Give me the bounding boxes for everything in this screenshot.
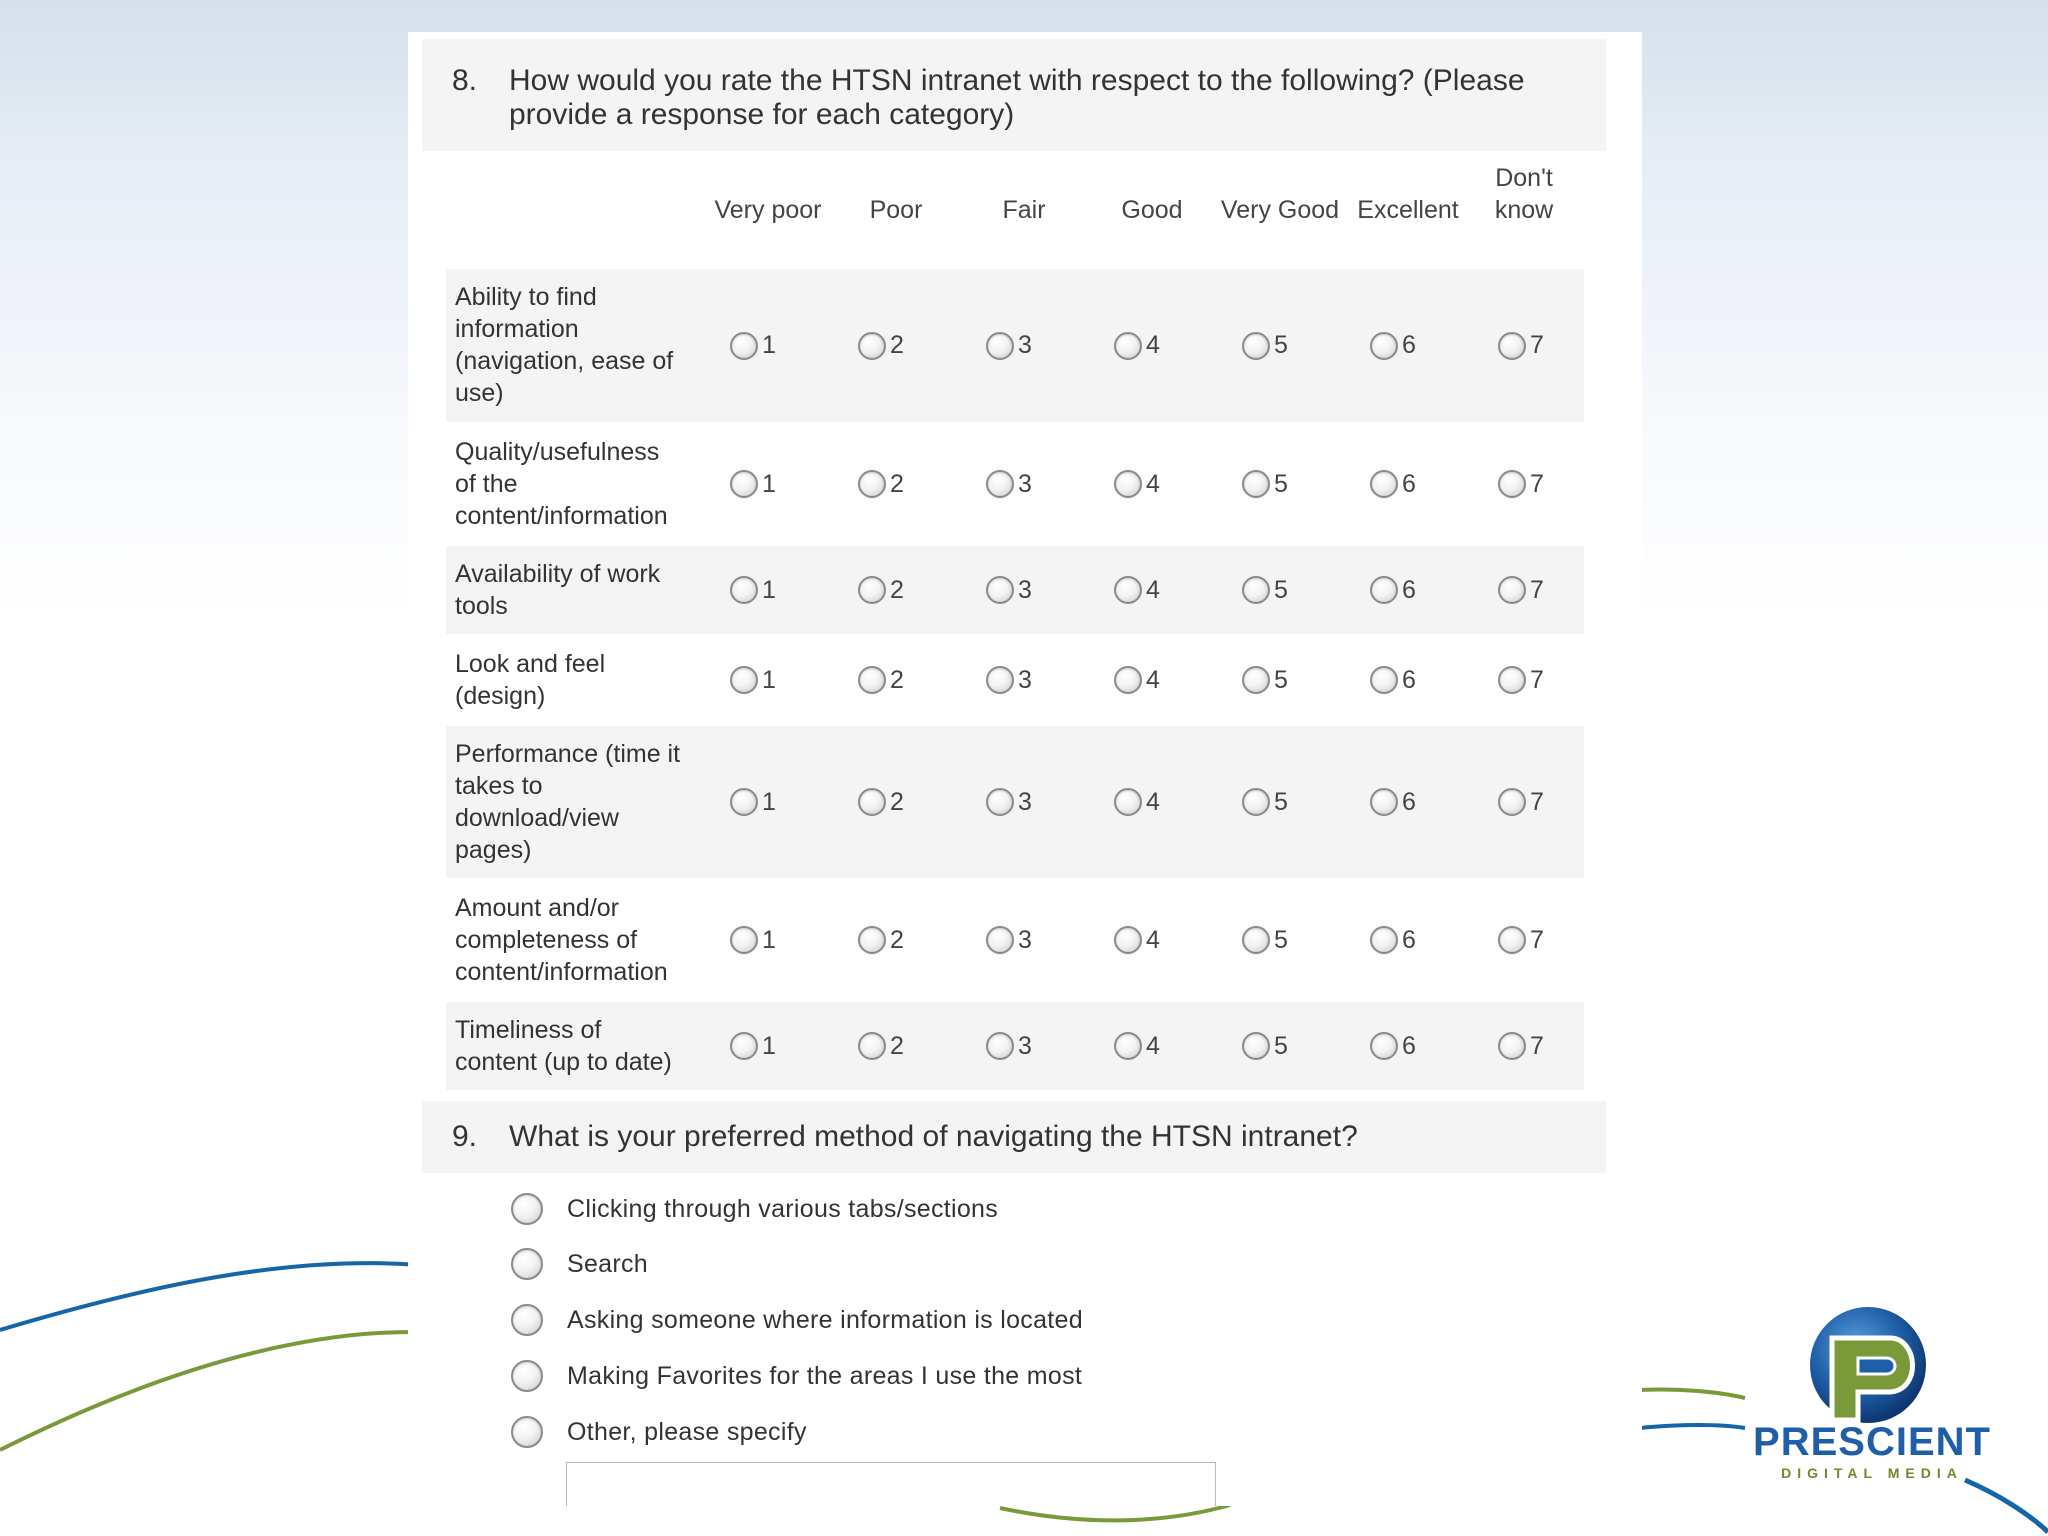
rating-option-number: 7	[1530, 1031, 1544, 1060]
q9-option-label: Clicking through various tabs/sections	[567, 1194, 999, 1223]
rating-option[interactable]	[730, 785, 790, 819]
rating-option-number: 3	[1018, 787, 1032, 816]
rating-option-number: 1	[762, 469, 776, 498]
column-header: Poor	[869, 196, 923, 224]
rating-option[interactable]	[1242, 329, 1302, 363]
rating-option[interactable]	[1114, 573, 1174, 607]
rating-row	[446, 880, 1584, 1000]
rating-option-number: 5	[1274, 575, 1288, 604]
rating-option[interactable]	[986, 785, 1046, 819]
rating-option[interactable]	[986, 573, 1046, 607]
radio-button[interactable]	[1370, 576, 1398, 604]
rating-option-number: 2	[890, 1031, 904, 1060]
rating-row	[446, 546, 1584, 634]
rating-row-label: Quality/usefulness of the content/information	[455, 438, 668, 530]
rating-option-number: 1	[762, 787, 776, 816]
rating-option[interactable]	[1114, 923, 1174, 957]
radio-button[interactable]	[511, 1304, 543, 1336]
rating-option-number: 6	[1402, 925, 1416, 954]
radio-button[interactable]	[511, 1193, 543, 1225]
rating-option[interactable]	[986, 663, 1046, 697]
radio-button[interactable]	[511, 1248, 543, 1280]
radio-button[interactable]	[1370, 332, 1398, 360]
radio-button[interactable]	[858, 576, 886, 604]
radio-button[interactable]	[730, 470, 758, 498]
radio-button[interactable]	[1498, 926, 1526, 954]
radio-button[interactable]	[858, 470, 886, 498]
rating-option-number: 5	[1274, 925, 1288, 954]
rating-option-number: 6	[1402, 575, 1416, 604]
radio-button[interactable]	[1370, 788, 1398, 816]
column-header: Very Good	[1220, 196, 1340, 224]
rating-option[interactable]	[1114, 785, 1174, 819]
rating-option[interactable]	[1114, 467, 1174, 501]
radio-button[interactable]	[511, 1360, 543, 1392]
rating-row-label: Ability to find information (navigation, ease of use)	[455, 283, 674, 407]
rating-option[interactable]	[1370, 785, 1430, 819]
column-header: Very poor	[714, 196, 822, 224]
rating-option-number: 3	[1018, 469, 1032, 498]
rating-option-number: 7	[1530, 469, 1544, 498]
rating-option[interactable]	[1242, 1029, 1302, 1063]
rating-option[interactable]	[858, 785, 918, 819]
rating-option-number: 4	[1146, 331, 1160, 359]
radio-button[interactable]	[1498, 332, 1526, 360]
rating-row-label: Performance (time it takes to download/view pages)	[455, 740, 681, 864]
rating-option-number: 3	[1018, 665, 1032, 694]
rating-option[interactable]	[1498, 663, 1558, 697]
rating-option-number: 1	[762, 925, 776, 954]
rating-option[interactable]	[730, 1029, 790, 1063]
column-header: Fair	[1002, 196, 1046, 224]
radio-button[interactable]	[1498, 666, 1526, 694]
rating-option-number: 5	[1274, 331, 1288, 359]
rating-option[interactable]	[1498, 1029, 1558, 1063]
column-header: Don't know	[1494, 164, 1554, 224]
radio-button[interactable]	[986, 332, 1014, 360]
rating-row	[446, 269, 1584, 422]
rating-option[interactable]	[1242, 573, 1302, 607]
radio-button[interactable]	[1114, 926, 1142, 954]
rating-option-number: 7	[1530, 665, 1544, 694]
radio-button[interactable]	[858, 926, 886, 954]
q9-option[interactable]	[511, 1302, 1083, 1338]
rating-row	[446, 726, 1584, 878]
radio-button[interactable]	[1498, 470, 1526, 498]
q9-option-label: Asking someone where information is located	[567, 1305, 1083, 1334]
rating-option[interactable]	[1370, 329, 1430, 363]
rating-row-label: Look and feel (design)	[455, 650, 606, 710]
question-9-text: What is your preferred method of navigating the HTSN intranet?	[509, 1120, 1358, 1153]
rating-option[interactable]	[1498, 329, 1558, 363]
rating-matrix	[446, 154, 1586, 1076]
radio-button[interactable]	[730, 332, 758, 360]
rating-row	[446, 424, 1584, 544]
radio-button[interactable]	[1498, 1032, 1526, 1060]
rating-option-number: 7	[1530, 925, 1544, 954]
q9-option[interactable]	[511, 1414, 807, 1450]
rating-option[interactable]	[858, 923, 918, 957]
radio-button[interactable]	[1114, 788, 1142, 816]
rating-row-label: Availability of work tools	[455, 560, 661, 620]
rating-option-number: 3	[1018, 1031, 1032, 1060]
rating-option-number: 4	[1146, 1031, 1160, 1060]
rating-option-number: 2	[890, 665, 904, 694]
radio-button[interactable]	[1114, 470, 1142, 498]
rating-option[interactable]	[730, 329, 790, 363]
radio-button[interactable]	[1370, 1032, 1398, 1060]
rating-option[interactable]	[986, 467, 1046, 501]
radio-button[interactable]	[1242, 666, 1270, 694]
rating-option-number: 2	[890, 331, 904, 359]
rating-option[interactable]	[1498, 573, 1558, 607]
rating-option[interactable]	[1498, 467, 1558, 501]
rating-option[interactable]	[986, 329, 1046, 363]
logo-wordmark: PRESCIENT	[1753, 1420, 1991, 1464]
q9-option[interactable]	[511, 1358, 1082, 1394]
rating-option[interactable]	[858, 329, 918, 363]
rating-option-number: 4	[1146, 665, 1160, 694]
radio-button[interactable]	[1370, 926, 1398, 954]
rating-option-number: 1	[762, 575, 776, 604]
rating-option-number: 7	[1530, 575, 1544, 604]
radio-button[interactable]	[1242, 470, 1270, 498]
question-8-text: How would you rate the HTSN intranet with respect to the following? (Please provide a response for each category)	[509, 64, 1525, 131]
rating-option[interactable]	[730, 573, 790, 607]
rating-option-number: 5	[1274, 787, 1288, 816]
q9-option-label: Search	[567, 1249, 649, 1278]
rating-option-number: 6	[1402, 665, 1416, 694]
other-specify-input[interactable]	[566, 1462, 1216, 1506]
question-9-header	[422, 1101, 1606, 1173]
rating-option-number: 2	[890, 469, 904, 498]
rating-option[interactable]	[730, 923, 790, 957]
rating-option-number: 2	[890, 575, 904, 604]
rating-option[interactable]	[1242, 923, 1302, 957]
rating-option[interactable]	[1498, 923, 1558, 957]
radio-button[interactable]	[1242, 926, 1270, 954]
rating-option-number: 4	[1146, 925, 1160, 954]
column-header: Good	[1121, 196, 1183, 224]
rating-option-number: 5	[1274, 665, 1288, 694]
radio-button[interactable]	[986, 788, 1014, 816]
rating-option[interactable]	[1498, 785, 1558, 819]
rating-option-number: 7	[1530, 787, 1544, 816]
rating-option[interactable]	[1242, 663, 1302, 697]
radio-button[interactable]	[730, 576, 758, 604]
rating-option[interactable]	[1370, 467, 1430, 501]
rating-option[interactable]	[1114, 663, 1174, 697]
rating-option[interactable]	[1370, 923, 1430, 957]
rating-option[interactable]	[986, 1029, 1046, 1063]
rating-option[interactable]	[1370, 663, 1430, 697]
radio-button[interactable]	[730, 666, 758, 694]
rating-option-number: 1	[762, 665, 776, 694]
question-9-number: 9.	[452, 1120, 478, 1153]
radio-button[interactable]	[1114, 332, 1142, 360]
rating-option-number: 5	[1274, 1031, 1288, 1060]
rating-option-number: 5	[1274, 469, 1288, 498]
rating-option[interactable]	[858, 663, 918, 697]
rating-option[interactable]	[1114, 329, 1174, 363]
radio-button[interactable]	[986, 1032, 1014, 1060]
column-header: Excellent	[1357, 196, 1459, 224]
radio-button[interactable]	[986, 926, 1014, 954]
radio-button[interactable]	[986, 470, 1014, 498]
rating-option[interactable]	[986, 923, 1046, 957]
radio-button[interactable]	[858, 788, 886, 816]
rating-row	[446, 636, 1584, 724]
rating-option-number: 6	[1402, 787, 1416, 816]
radio-button[interactable]	[730, 926, 758, 954]
radio-button[interactable]	[1498, 788, 1526, 816]
rating-option-number: 6	[1402, 469, 1416, 498]
question-8-header	[422, 39, 1606, 151]
q9-option-label: Other, please specify	[567, 1417, 807, 1446]
rating-option-number: 7	[1530, 331, 1544, 359]
rating-option-number: 1	[762, 331, 776, 359]
q9-option[interactable]	[511, 1246, 648, 1282]
rating-option[interactable]	[1242, 785, 1302, 819]
rating-option[interactable]	[1370, 1029, 1430, 1063]
radio-button[interactable]	[730, 788, 758, 816]
radio-button[interactable]	[1114, 666, 1142, 694]
rating-option-number: 4	[1146, 575, 1160, 604]
logo-tagline: DIGITAL MEDIA	[1781, 1465, 1963, 1481]
rating-option[interactable]	[1242, 467, 1302, 501]
rating-option-number: 3	[1018, 925, 1032, 954]
rating-row-label: Timeliness of content (up to date)	[455, 1016, 672, 1076]
rating-option-number: 3	[1018, 575, 1032, 604]
rating-option-number: 2	[890, 925, 904, 954]
radio-button[interactable]	[986, 576, 1014, 604]
radio-button[interactable]	[986, 666, 1014, 694]
question-8-number: 8.	[452, 64, 478, 97]
rating-column-headers	[446, 154, 1586, 236]
rating-option-number: 4	[1146, 787, 1160, 816]
rating-option[interactable]	[858, 1029, 918, 1063]
rating-option-number: 2	[890, 787, 904, 816]
rating-option[interactable]	[858, 467, 918, 501]
rating-option-number: 6	[1402, 1031, 1416, 1060]
survey-panel	[408, 32, 1642, 1506]
rating-option-number: 1	[762, 1031, 776, 1060]
rating-option-number: 3	[1018, 331, 1032, 359]
radio-button[interactable]	[1370, 666, 1398, 694]
radio-button[interactable]	[858, 666, 886, 694]
radio-button[interactable]	[858, 332, 886, 360]
radio-button[interactable]	[1498, 576, 1526, 604]
rating-option[interactable]	[1114, 1029, 1174, 1063]
rating-option-number: 4	[1146, 469, 1160, 498]
radio-button[interactable]	[1242, 1032, 1270, 1060]
radio-button[interactable]	[1242, 332, 1270, 360]
rating-row	[446, 1002, 1584, 1090]
rating-option-number: 6	[1402, 331, 1416, 359]
rating-option[interactable]	[858, 573, 918, 607]
rating-option[interactable]	[1370, 573, 1430, 607]
radio-button[interactable]	[730, 1032, 758, 1060]
radio-button[interactable]	[511, 1416, 543, 1448]
rating-row-label: Amount and/or completeness of content/information	[455, 894, 668, 986]
radio-button[interactable]	[858, 1032, 886, 1060]
q9-option[interactable]	[511, 1191, 998, 1227]
radio-button[interactable]	[1242, 576, 1270, 604]
radio-button[interactable]	[1114, 1032, 1142, 1060]
radio-button[interactable]	[1370, 470, 1398, 498]
q9-option-label: Making Favorites for the areas I use the most	[567, 1361, 1083, 1390]
rating-option[interactable]	[730, 467, 790, 501]
radio-button[interactable]	[1114, 576, 1142, 604]
radio-button[interactable]	[1242, 788, 1270, 816]
rating-option[interactable]	[730, 663, 790, 697]
